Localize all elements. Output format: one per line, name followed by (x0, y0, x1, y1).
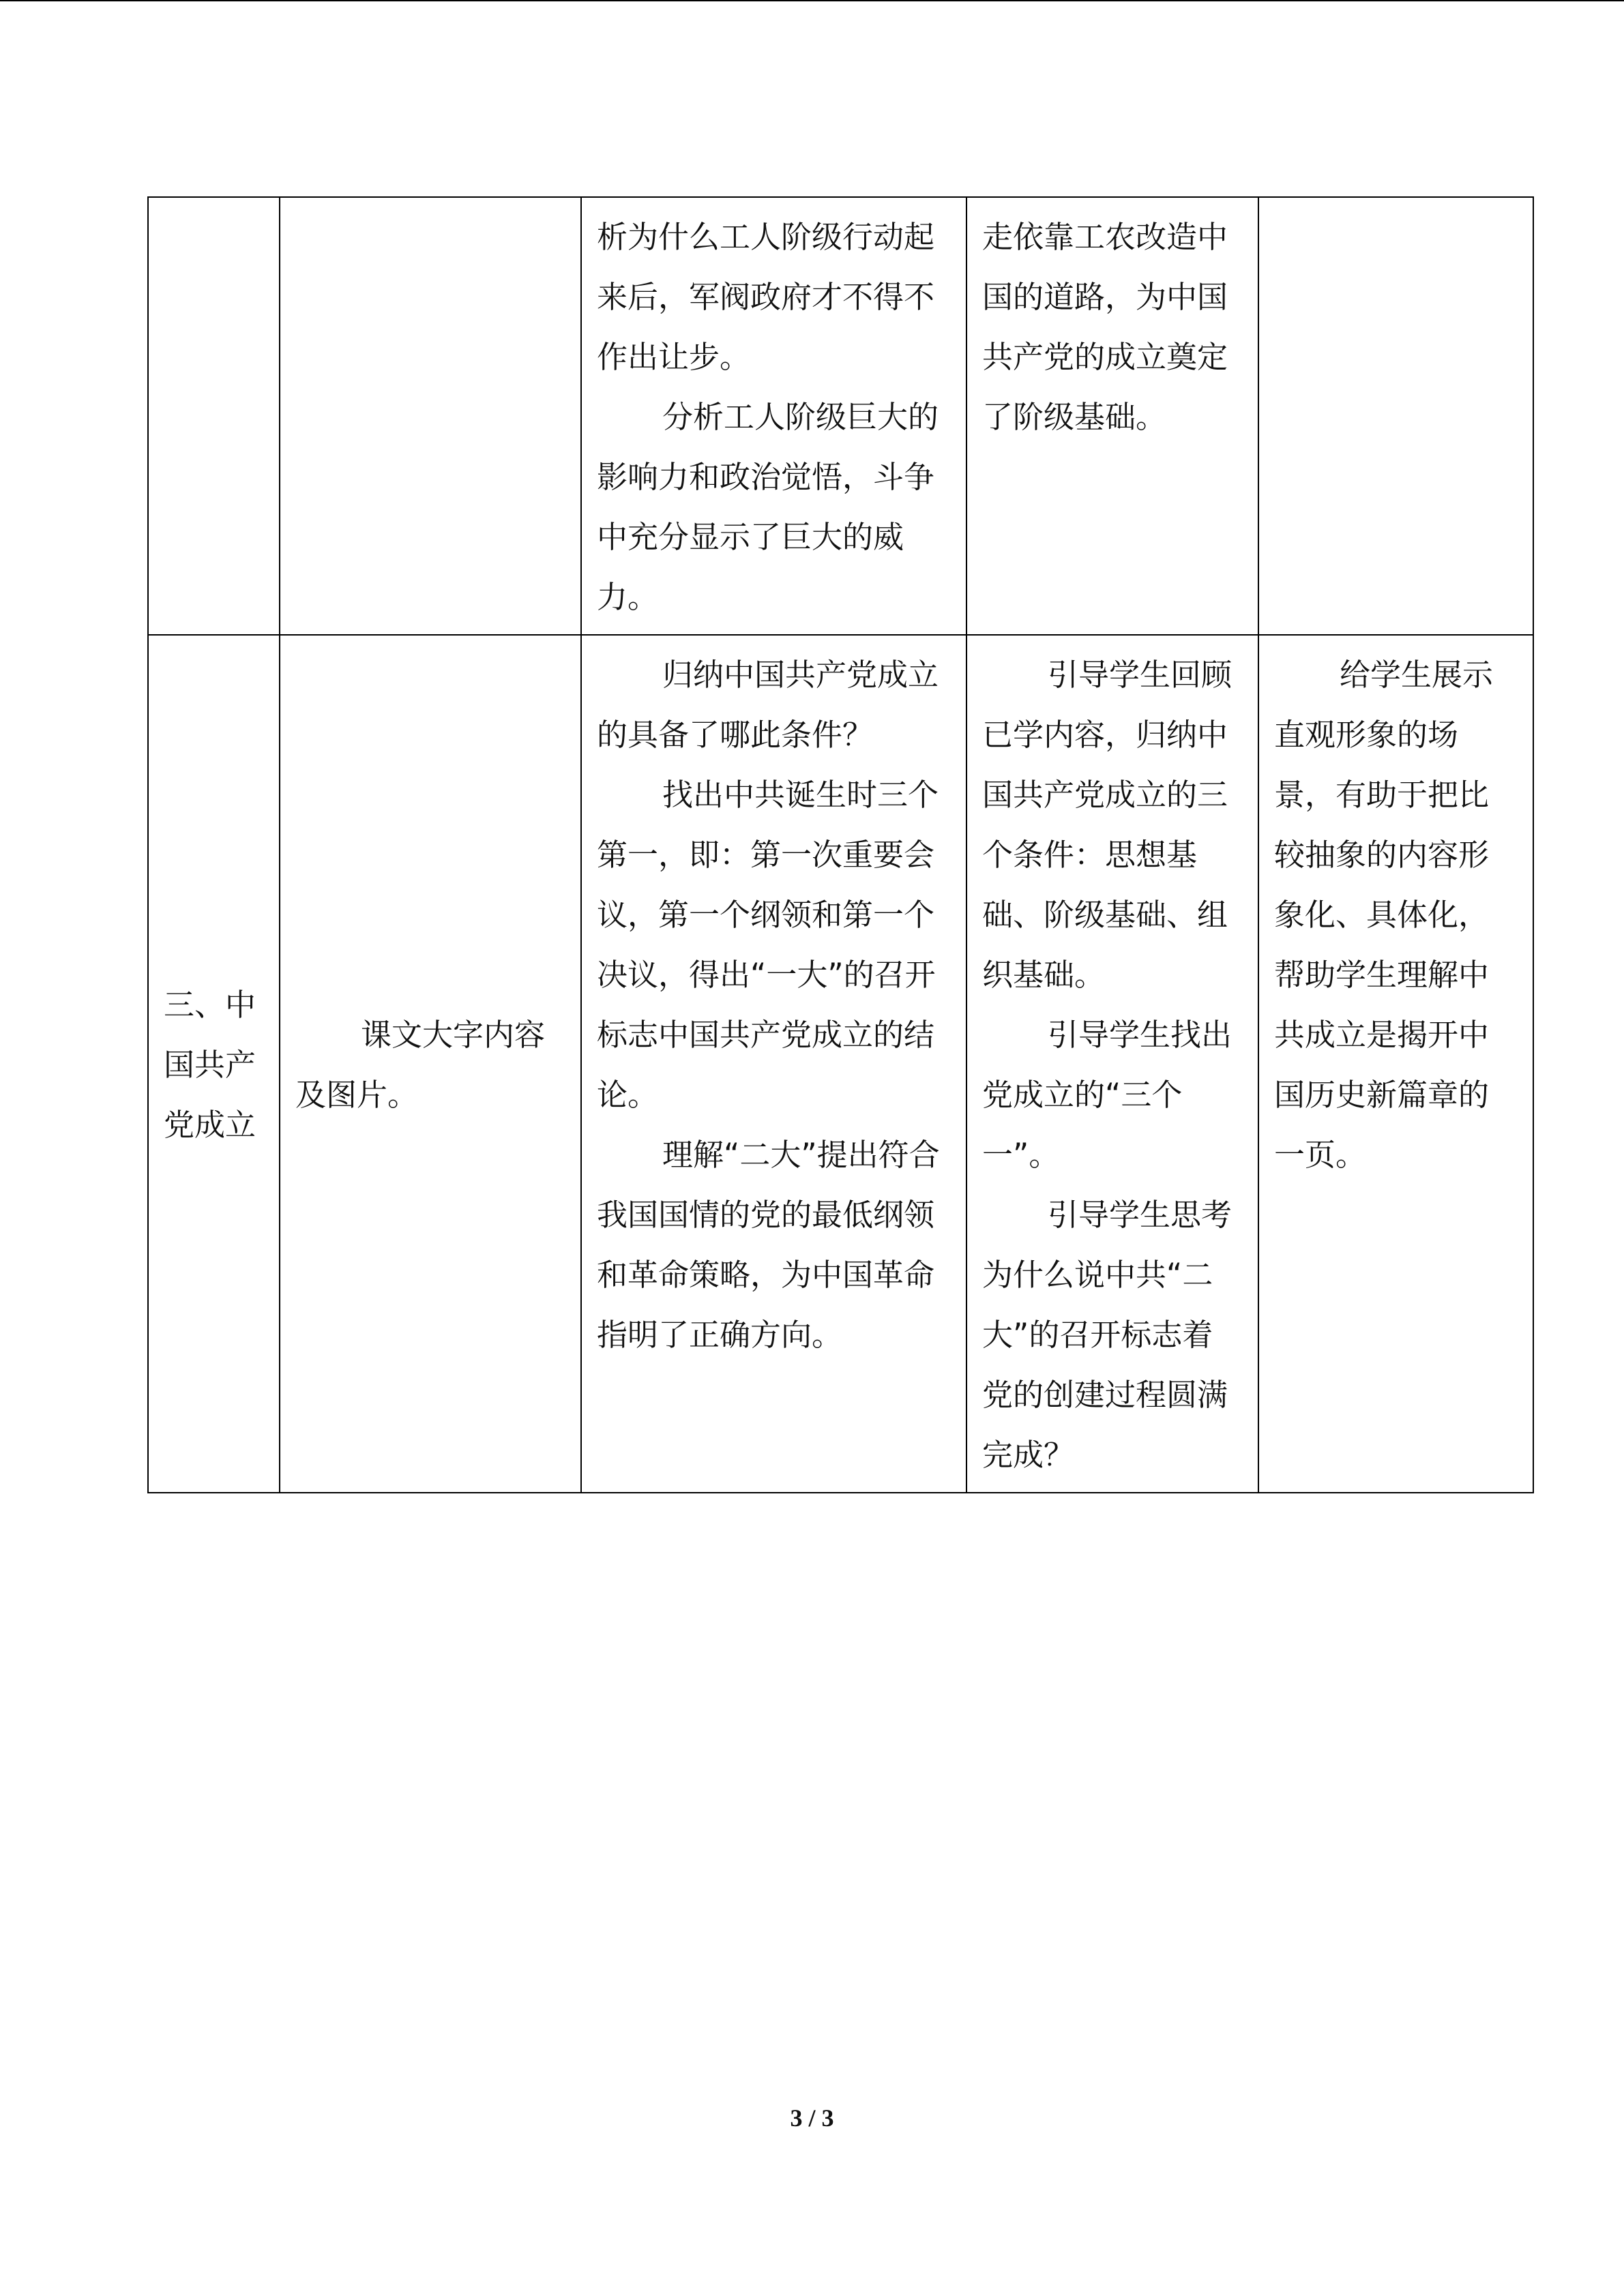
page-number: 3 / 3 (790, 2104, 834, 2132)
paragraph: 引导学生回顾已学内容，归纳中国共产党成立的三个条件：思想基础、阶级基础、组织基础。 (982, 657, 1232, 993)
cell-design-intent (1258, 635, 1533, 1493)
paragraph: 归纳中国共产党成立的具备了哪此条件？ (597, 657, 939, 753)
paragraph: 走依靠工农改造中国的道路，为中国共产党的成立奠定了阶级基础。 (982, 219, 1228, 435)
paragraph: 分析工人阶级巨大的影响力和政治觉悟，斗争中充分显示了巨大的威力。 (597, 399, 939, 615)
cell-student-activity (581, 197, 966, 635)
cell-material (280, 197, 581, 635)
paragraph: 引导学生思考为什么说中共“二大”的召开标志着党的创建过程圆满完成？ (982, 1197, 1232, 1473)
cell-section (148, 197, 280, 635)
cell-student-activity (581, 635, 966, 1493)
page-top-border (0, 0, 1624, 1)
cell-teacher-activity (966, 635, 1258, 1493)
paragraph: 引导学生找出党成立的“三个一”。 (982, 1017, 1232, 1173)
lesson-plan-table (147, 196, 1534, 1493)
table-row (148, 197, 1533, 635)
paragraph: 找出中共诞生时三个第一，即：第一次重要会议，第一个纲领和第一个决议，得出“一大”的召开标志中国共产党成立的结论。 (597, 777, 939, 1113)
cell-teacher-activity (966, 197, 1258, 635)
cell-design-intent (1258, 197, 1533, 635)
paragraph: 给学生展示直观形象的场景，有助于把比较抽象的内容形象化、具体化，帮助学生理解中共成立是揭开中国历史新篇章的一页。 (1274, 657, 1494, 1173)
paragraph: 课文大字内容及图片。 (295, 1017, 546, 1113)
section-title: 三、中国共产党成立 (164, 987, 256, 1143)
paragraph: 理解“二大”提出符合我国国情的党的最低纲领和革命策略，为中国革命指明了正确方向。 (597, 1137, 940, 1353)
cell-material (280, 635, 581, 1493)
paragraph: 析为什么工人阶级行动起来后，军阀政府才不得不作出让步。 (597, 219, 935, 375)
cell-section (148, 635, 280, 1493)
table-row (148, 635, 1533, 1493)
